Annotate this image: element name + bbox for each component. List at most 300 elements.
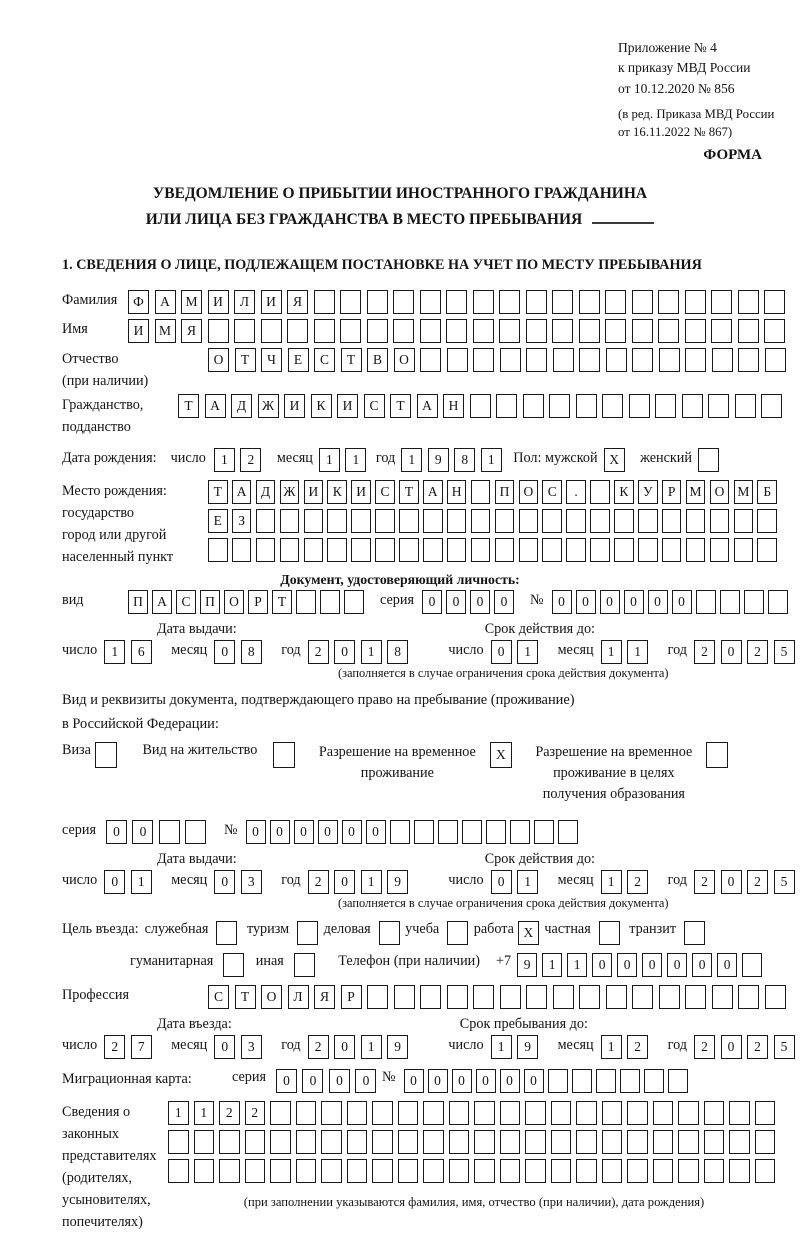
birth-day-cells-cell[interactable]: 1: [214, 448, 235, 472]
birth-place-line3-cells-cell[interactable]: [399, 538, 419, 562]
stay-day-cells-cell[interactable]: 1: [491, 1035, 512, 1059]
res-number-cells-cell[interactable]: 0: [366, 820, 386, 844]
profession-cells-cell[interactable]: [659, 985, 680, 1009]
profession-cells-cell[interactable]: [712, 985, 733, 1009]
citizenship-cells-cell[interactable]: [708, 394, 729, 418]
legal-rep-line2-cells-cell[interactable]: [729, 1130, 750, 1154]
id-number-cells-cell[interactable]: 0: [648, 590, 668, 614]
profession-cells-cell[interactable]: [685, 985, 706, 1009]
surname-cells-cell[interactable]: И: [261, 290, 282, 314]
given-name-cells-cell[interactable]: [579, 319, 600, 343]
id-valid-year-cells-cell[interactable]: 2: [747, 640, 768, 664]
legal-rep-line1-cells-cell[interactable]: [627, 1101, 648, 1125]
patronymic-cells-cell[interactable]: [420, 348, 441, 372]
patronymic-cells-cell[interactable]: В: [367, 348, 388, 372]
birth-place-line2-cells-cell[interactable]: [686, 509, 706, 533]
res-valid-year-cells-cell[interactable]: 2: [747, 870, 768, 894]
phone-cells-cell[interactable]: 0: [692, 953, 712, 977]
profession-cells-cell[interactable]: [500, 985, 521, 1009]
surname-cells-cell[interactable]: [420, 290, 441, 314]
id-number-cells-cell[interactable]: 0: [552, 590, 572, 614]
citizenship-cells-cell[interactable]: [655, 394, 676, 418]
birth-place-line1-cells-cell[interactable]: К: [614, 480, 634, 504]
patronymic-cells-cell[interactable]: [553, 348, 574, 372]
patronymic-cells-cell[interactable]: Т: [341, 348, 362, 372]
stay-day-cells-cell[interactable]: 9: [517, 1035, 538, 1059]
patronymic-cells-cell[interactable]: О: [208, 348, 229, 372]
visa-checkbox-cell[interactable]: [95, 742, 117, 768]
legal-rep-line3-cells-cell[interactable]: [678, 1159, 699, 1183]
id-number-cells-cell[interactable]: 0: [672, 590, 692, 614]
citizenship-cells-cell[interactable]: [602, 394, 623, 418]
birth-place-line2-cells-cell[interactable]: [304, 509, 324, 533]
patronymic-cells-cell[interactable]: О: [394, 348, 415, 372]
given-name-cells-cell[interactable]: [711, 319, 732, 343]
phone-cells-cell[interactable]: 1: [542, 953, 562, 977]
id-valid-day-cells-cell[interactable]: 0: [491, 640, 512, 664]
entry-year-cells-cell[interactable]: 0: [334, 1035, 355, 1059]
res-series-cells-cell[interactable]: 0: [106, 820, 127, 844]
birth-place-line2-cells-cell[interactable]: [710, 509, 730, 533]
entry-year-cells-cell[interactable]: 9: [387, 1035, 408, 1059]
birth-month-cells-cell[interactable]: 1: [319, 448, 340, 472]
profession-cells-cell[interactable]: [473, 985, 494, 1009]
citizenship-cells-cell[interactable]: Т: [178, 394, 199, 418]
patronymic-cells-cell[interactable]: [500, 348, 521, 372]
id-number-cells-cell[interactable]: [744, 590, 764, 614]
birth-place-line3-cells-cell[interactable]: [734, 538, 754, 562]
patronymic-cells-cell[interactable]: [712, 348, 733, 372]
id-valid-month-cells-cell[interactable]: 1: [601, 640, 622, 664]
birth-place-line2-cells-cell[interactable]: З: [232, 509, 252, 533]
doc-type-cells-cell[interactable]: [344, 590, 364, 614]
citizenship-cells-cell[interactable]: Ж: [258, 394, 279, 418]
profession-cells-cell[interactable]: Л: [288, 985, 309, 1009]
legal-rep-line2-cells-cell[interactable]: [627, 1130, 648, 1154]
surname-cells-cell[interactable]: Ф: [128, 290, 149, 314]
legal-rep-line1-cells-cell[interactable]: 1: [194, 1101, 215, 1125]
legal-rep-line1-cells-cell[interactable]: [525, 1101, 546, 1125]
given-name-cells-cell[interactable]: [234, 319, 255, 343]
legal-rep-line1-cells-cell[interactable]: [270, 1101, 291, 1125]
res-number-cells-cell[interactable]: [414, 820, 434, 844]
birth-place-line2-cells-cell[interactable]: [447, 509, 467, 533]
given-name-cells-cell[interactable]: [526, 319, 547, 343]
legal-rep-line3-cells-cell[interactable]: [704, 1159, 725, 1183]
profession-cells-cell[interactable]: [632, 985, 653, 1009]
given-name-cells-cell[interactable]: [314, 319, 335, 343]
migr-number-cells-cell[interactable]: 0: [452, 1069, 472, 1093]
patronymic-cells-cell[interactable]: [738, 348, 759, 372]
citizenship-cells-cell[interactable]: Д: [231, 394, 252, 418]
given-name-cells-cell[interactable]: [261, 319, 282, 343]
surname-cells-cell[interactable]: [473, 290, 494, 314]
birth-place-line3-cells-cell[interactable]: [208, 538, 228, 562]
legal-rep-line2-cells-cell[interactable]: [321, 1130, 342, 1154]
citizenship-cells-cell[interactable]: С: [364, 394, 385, 418]
profession-cells-cell[interactable]: О: [261, 985, 282, 1009]
given-name-cells-cell[interactable]: [605, 319, 626, 343]
profession-cells-cell[interactable]: [579, 985, 600, 1009]
legal-rep-line3-cells-cell[interactable]: [551, 1159, 572, 1183]
surname-cells-cell[interactable]: [632, 290, 653, 314]
given-name-cells-cell[interactable]: [208, 319, 229, 343]
res-issue-year-cells-cell[interactable]: 9: [387, 870, 408, 894]
purpose-tourism-checkbox-cell[interactable]: [297, 921, 318, 945]
res-number-cells-cell[interactable]: [510, 820, 530, 844]
phone-cells-cell[interactable]: 0: [617, 953, 637, 977]
birth-place-line3-cells-cell[interactable]: [447, 538, 467, 562]
given-name-cells-cell[interactable]: М: [155, 319, 176, 343]
res-series-cells-cell[interactable]: [185, 820, 206, 844]
citizenship-cells-cell[interactable]: [761, 394, 782, 418]
entry-month-cells-cell[interactable]: 0: [214, 1035, 235, 1059]
birth-place-line1-cells-cell[interactable]: [590, 480, 610, 504]
legal-rep-line2-cells-cell[interactable]: [372, 1130, 393, 1154]
legal-rep-line1-cells-cell[interactable]: [296, 1101, 317, 1125]
birth-year-cells-cell[interactable]: 8: [454, 448, 475, 472]
surname-cells-cell[interactable]: Л: [234, 290, 255, 314]
legal-rep-line1-cells-cell[interactable]: 1: [168, 1101, 189, 1125]
stay-month-cells-cell[interactable]: 2: [627, 1035, 648, 1059]
birth-place-line1-cells-cell[interactable]: Ж: [280, 480, 300, 504]
patronymic-cells-cell[interactable]: С: [314, 348, 335, 372]
legal-rep-line3-cells-cell[interactable]: [270, 1159, 291, 1183]
given-name-cells-cell[interactable]: [685, 319, 706, 343]
legal-rep-line3-cells-cell[interactable]: [219, 1159, 240, 1183]
surname-cells-cell[interactable]: Я: [287, 290, 308, 314]
phone-cells-cell[interactable]: 0: [642, 953, 662, 977]
given-name-cells-cell[interactable]: [420, 319, 441, 343]
birth-day-cells-cell[interactable]: 2: [240, 448, 261, 472]
birth-place-line3-cells-cell[interactable]: [375, 538, 395, 562]
migr-number-cells-cell[interactable]: [548, 1069, 568, 1093]
profession-cells-cell[interactable]: [420, 985, 441, 1009]
migr-number-cells-cell[interactable]: [644, 1069, 664, 1093]
profession-cells-cell[interactable]: [606, 985, 627, 1009]
birth-place-line2-cells-cell[interactable]: [327, 509, 347, 533]
legal-rep-line2-cells-cell[interactable]: [525, 1130, 546, 1154]
birth-place-line2-cells-cell[interactable]: [662, 509, 682, 533]
citizenship-cells-cell[interactable]: И: [337, 394, 358, 418]
birth-place-line1-cells-cell[interactable]: Д: [256, 480, 276, 504]
res-valid-day-cells-cell[interactable]: 0: [491, 870, 512, 894]
id-issue-year-cells-cell[interactable]: 2: [308, 640, 329, 664]
surname-cells-cell[interactable]: [711, 290, 732, 314]
legal-rep-line3-cells-cell[interactable]: [372, 1159, 393, 1183]
doc-type-cells-cell[interactable]: Т: [272, 590, 292, 614]
doc-type-cells-cell[interactable]: Р: [248, 590, 268, 614]
profession-cells-cell[interactable]: [553, 985, 574, 1009]
id-valid-year-cells-cell[interactable]: 5: [774, 640, 795, 664]
birth-place-line1-cells-cell[interactable]: У: [638, 480, 658, 504]
legal-rep-line1-cells-cell[interactable]: [500, 1101, 521, 1125]
res-issue-day-cells-cell[interactable]: 0: [104, 870, 125, 894]
legal-rep-line2-cells-cell[interactable]: [678, 1130, 699, 1154]
birth-place-line2-cells-cell[interactable]: [280, 509, 300, 533]
given-name-cells-cell[interactable]: И: [128, 319, 149, 343]
birth-place-line2-cells-cell[interactable]: [614, 509, 634, 533]
surname-cells-cell[interactable]: [367, 290, 388, 314]
citizenship-cells-cell[interactable]: К: [311, 394, 332, 418]
res-valid-month-cells-cell[interactable]: 1: [601, 870, 622, 894]
birth-place-line3-cells-cell[interactable]: [471, 538, 491, 562]
birth-place-line3-cells-cell[interactable]: [519, 538, 539, 562]
birth-place-line1-cells-cell[interactable]: А: [232, 480, 252, 504]
res-series-cells-cell[interactable]: [159, 820, 180, 844]
legal-rep-line2-cells-cell[interactable]: [576, 1130, 597, 1154]
given-name-cells-cell[interactable]: [367, 319, 388, 343]
given-name-cells-cell[interactable]: [446, 319, 467, 343]
surname-cells-cell[interactable]: [738, 290, 759, 314]
birth-year-cells-cell[interactable]: 1: [481, 448, 502, 472]
surname-cells-cell[interactable]: А: [155, 290, 176, 314]
phone-cells-cell[interactable]: 0: [717, 953, 737, 977]
phone-cells-cell[interactable]: 1: [567, 953, 587, 977]
patronymic-cells-cell[interactable]: [632, 348, 653, 372]
legal-rep-line3-cells-cell[interactable]: [398, 1159, 419, 1183]
res-number-cells-cell[interactable]: 0: [270, 820, 290, 844]
legal-rep-line3-cells-cell[interactable]: [500, 1159, 521, 1183]
birth-place-line1-cells-cell[interactable]: О: [710, 480, 730, 504]
birth-place-line3-cells-cell[interactable]: [280, 538, 300, 562]
birth-place-line2-cells-cell[interactable]: [519, 509, 539, 533]
purpose-work-checkbox-cell[interactable]: X: [518, 921, 539, 945]
id-series-cells-cell[interactable]: 0: [446, 590, 466, 614]
given-name-cells-cell[interactable]: Я: [181, 319, 202, 343]
legal-rep-line2-cells-cell[interactable]: [270, 1130, 291, 1154]
id-valid-year-cells-cell[interactable]: 2: [694, 640, 715, 664]
birth-place-line3-cells-cell[interactable]: [304, 538, 324, 562]
id-series-cells-cell[interactable]: 0: [470, 590, 490, 614]
entry-year-cells-cell[interactable]: 1: [361, 1035, 382, 1059]
birth-place-line2-cells-cell[interactable]: [351, 509, 371, 533]
given-name-cells-cell[interactable]: [552, 319, 573, 343]
birth-place-line1-cells-cell[interactable]: С: [375, 480, 395, 504]
birth-place-line2-cells-cell[interactable]: [375, 509, 395, 533]
birth-place-line3-cells-cell[interactable]: [710, 538, 730, 562]
birth-place-line3-cells-cell[interactable]: [351, 538, 371, 562]
legal-rep-line3-cells-cell[interactable]: [321, 1159, 342, 1183]
legal-rep-line2-cells-cell[interactable]: [602, 1130, 623, 1154]
res-issue-year-cells-cell[interactable]: 1: [361, 870, 382, 894]
stay-month-cells-cell[interactable]: 1: [601, 1035, 622, 1059]
profession-cells-cell[interactable]: [526, 985, 547, 1009]
legal-rep-line2-cells-cell[interactable]: [474, 1130, 495, 1154]
patronymic-cells-cell[interactable]: [606, 348, 627, 372]
birth-place-line1-cells-cell[interactable]: А: [423, 480, 443, 504]
id-number-cells-cell[interactable]: 0: [576, 590, 596, 614]
id-issue-day-cells-cell[interactable]: 1: [104, 640, 125, 664]
legal-rep-line1-cells-cell[interactable]: [602, 1101, 623, 1125]
id-valid-year-cells-cell[interactable]: 0: [721, 640, 742, 664]
res-number-cells-cell[interactable]: [558, 820, 578, 844]
patronymic-cells-cell[interactable]: [685, 348, 706, 372]
res-number-cells-cell[interactable]: [462, 820, 482, 844]
birth-place-line1-cells-cell[interactable]: К: [327, 480, 347, 504]
purpose-private-checkbox-cell[interactable]: [599, 921, 620, 945]
legal-rep-line3-cells-cell[interactable]: [449, 1159, 470, 1183]
birth-month-cells-cell[interactable]: 1: [345, 448, 366, 472]
surname-cells-cell[interactable]: [685, 290, 706, 314]
birth-place-line2-cells-cell[interactable]: [757, 509, 777, 533]
birth-place-line3-cells-cell[interactable]: [542, 538, 562, 562]
id-issue-year-cells-cell[interactable]: 0: [334, 640, 355, 664]
id-valid-month-cells-cell[interactable]: 1: [627, 640, 648, 664]
legal-rep-line1-cells-cell[interactable]: [678, 1101, 699, 1125]
legal-rep-line2-cells-cell[interactable]: [449, 1130, 470, 1154]
id-number-cells-cell[interactable]: [720, 590, 740, 614]
purpose-humanitarian-checkbox-cell[interactable]: [223, 953, 244, 977]
birth-place-line3-cells-cell[interactable]: [256, 538, 276, 562]
surname-cells-cell[interactable]: [764, 290, 785, 314]
given-name-cells-cell[interactable]: [632, 319, 653, 343]
citizenship-cells-cell[interactable]: Н: [443, 394, 464, 418]
legal-rep-line3-cells-cell[interactable]: [627, 1159, 648, 1183]
id-number-cells-cell[interactable]: 0: [600, 590, 620, 614]
res-number-cells-cell[interactable]: [438, 820, 458, 844]
migr-number-cells-cell[interactable]: 0: [500, 1069, 520, 1093]
migr-number-cells-cell[interactable]: 0: [476, 1069, 496, 1093]
legal-rep-line1-cells-cell[interactable]: [704, 1101, 725, 1125]
birth-year-cells-cell[interactable]: 1: [401, 448, 422, 472]
migr-number-cells-cell[interactable]: 0: [428, 1069, 448, 1093]
citizenship-cells-cell[interactable]: [549, 394, 570, 418]
stay-year-cells-cell[interactable]: 2: [747, 1035, 768, 1059]
id-issue-year-cells-cell[interactable]: 1: [361, 640, 382, 664]
legal-rep-line1-cells-cell[interactable]: [449, 1101, 470, 1125]
sex-female-checkbox-cell[interactable]: [698, 448, 719, 472]
legal-rep-line3-cells-cell[interactable]: [168, 1159, 189, 1183]
res-issue-year-cells-cell[interactable]: 0: [334, 870, 355, 894]
citizenship-cells-cell[interactable]: [682, 394, 703, 418]
birth-place-line1-cells-cell[interactable]: И: [304, 480, 324, 504]
birth-place-line2-cells-cell[interactable]: [590, 509, 610, 533]
migr-number-cells-cell[interactable]: [668, 1069, 688, 1093]
phone-cells-cell[interactable]: 0: [667, 953, 687, 977]
legal-rep-line3-cells-cell[interactable]: [755, 1159, 776, 1183]
legal-rep-line3-cells-cell[interactable]: [653, 1159, 674, 1183]
id-number-cells-cell[interactable]: 0: [624, 590, 644, 614]
legal-rep-line2-cells-cell[interactable]: [245, 1130, 266, 1154]
birth-place-line3-cells-cell[interactable]: [662, 538, 682, 562]
res-valid-year-cells-cell[interactable]: 5: [774, 870, 795, 894]
citizenship-cells-cell[interactable]: А: [417, 394, 438, 418]
surname-cells-cell[interactable]: М: [181, 290, 202, 314]
migr-series-cells-cell[interactable]: 0: [276, 1069, 297, 1093]
legal-rep-line2-cells-cell[interactable]: [219, 1130, 240, 1154]
legal-rep-line1-cells-cell[interactable]: 2: [245, 1101, 266, 1125]
patronymic-cells-cell[interactable]: Ч: [261, 348, 282, 372]
citizenship-cells-cell[interactable]: [629, 394, 650, 418]
legal-rep-line1-cells-cell[interactable]: [551, 1101, 572, 1125]
surname-cells-cell[interactable]: [526, 290, 547, 314]
entry-day-cells-cell[interactable]: 7: [131, 1035, 152, 1059]
id-issue-day-cells-cell[interactable]: 6: [131, 640, 152, 664]
res-number-cells-cell[interactable]: 0: [294, 820, 314, 844]
birth-place-line3-cells-cell[interactable]: [232, 538, 252, 562]
citizenship-cells-cell[interactable]: [523, 394, 544, 418]
profession-cells-cell[interactable]: Т: [235, 985, 256, 1009]
legal-rep-line1-cells-cell[interactable]: [729, 1101, 750, 1125]
birth-place-line1-cells-cell[interactable]: О: [519, 480, 539, 504]
res-valid-month-cells-cell[interactable]: 2: [627, 870, 648, 894]
temp-residence-checkbox-cell[interactable]: X: [490, 742, 512, 768]
id-number-cells-cell[interactable]: [696, 590, 716, 614]
citizenship-cells-cell[interactable]: А: [205, 394, 226, 418]
citizenship-cells-cell[interactable]: Т: [390, 394, 411, 418]
birth-place-line1-cells-cell[interactable]: М: [734, 480, 754, 504]
citizenship-cells-cell[interactable]: [496, 394, 517, 418]
birth-place-line3-cells-cell[interactable]: [638, 538, 658, 562]
purpose-transit-checkbox-cell[interactable]: [684, 921, 705, 945]
citizenship-cells-cell[interactable]: [735, 394, 756, 418]
surname-cells-cell[interactable]: [499, 290, 520, 314]
legal-rep-line3-cells-cell[interactable]: [296, 1159, 317, 1183]
birth-place-line1-cells-cell[interactable]: .: [566, 480, 586, 504]
given-name-cells-cell[interactable]: [499, 319, 520, 343]
birth-place-line1-cells-cell[interactable]: П: [495, 480, 515, 504]
patronymic-cells-cell[interactable]: [526, 348, 547, 372]
birth-place-line2-cells-cell[interactable]: Е: [208, 509, 228, 533]
res-number-cells-cell[interactable]: 0: [246, 820, 266, 844]
res-series-cells-cell[interactable]: 0: [132, 820, 153, 844]
legal-rep-line3-cells-cell[interactable]: [474, 1159, 495, 1183]
patronymic-cells-cell[interactable]: [765, 348, 786, 372]
birth-place-line1-cells-cell[interactable]: Н: [447, 480, 467, 504]
legal-rep-line1-cells-cell[interactable]: [372, 1101, 393, 1125]
patronymic-cells-cell[interactable]: [579, 348, 600, 372]
legal-rep-line2-cells-cell[interactable]: [296, 1130, 317, 1154]
profession-cells-cell[interactable]: Р: [341, 985, 362, 1009]
legal-rep-line1-cells-cell[interactable]: [398, 1101, 419, 1125]
birth-place-line2-cells-cell[interactable]: [471, 509, 491, 533]
birth-place-line2-cells-cell[interactable]: [542, 509, 562, 533]
legal-rep-line3-cells-cell[interactable]: [245, 1159, 266, 1183]
doc-type-cells-cell[interactable]: О: [224, 590, 244, 614]
birth-place-line2-cells-cell[interactable]: [256, 509, 276, 533]
profession-cells-cell[interactable]: Я: [314, 985, 335, 1009]
doc-type-cells-cell[interactable]: П: [128, 590, 148, 614]
patronymic-cells-cell[interactable]: Е: [288, 348, 309, 372]
id-number-cells-cell[interactable]: [768, 590, 788, 614]
migr-series-cells-cell[interactable]: 0: [355, 1069, 376, 1093]
migr-number-cells-cell[interactable]: [572, 1069, 592, 1093]
legal-rep-line1-cells-cell[interactable]: [321, 1101, 342, 1125]
migr-number-cells-cell[interactable]: [620, 1069, 640, 1093]
birth-place-line2-cells-cell[interactable]: [734, 509, 754, 533]
res-number-cells-cell[interactable]: 0: [318, 820, 338, 844]
legal-rep-line2-cells-cell[interactable]: [653, 1130, 674, 1154]
legal-rep-line3-cells-cell[interactable]: [194, 1159, 215, 1183]
legal-rep-line2-cells-cell[interactable]: [168, 1130, 189, 1154]
birth-place-line1-cells-cell[interactable]: [471, 480, 491, 504]
patronymic-cells-cell[interactable]: [659, 348, 680, 372]
res-issue-month-cells-cell[interactable]: 3: [241, 870, 262, 894]
phone-cells-cell[interactable]: [742, 953, 762, 977]
purpose-study-checkbox-cell[interactable]: [447, 921, 468, 945]
legal-rep-line1-cells-cell[interactable]: [755, 1101, 776, 1125]
migr-series-cells-cell[interactable]: 0: [302, 1069, 323, 1093]
profession-cells-cell[interactable]: [394, 985, 415, 1009]
surname-cells-cell[interactable]: [658, 290, 679, 314]
given-name-cells-cell[interactable]: [658, 319, 679, 343]
legal-rep-line1-cells-cell[interactable]: 2: [219, 1101, 240, 1125]
migr-number-cells-cell[interactable]: [596, 1069, 616, 1093]
res-issue-year-cells-cell[interactable]: 2: [308, 870, 329, 894]
legal-rep-line2-cells-cell[interactable]: [347, 1130, 368, 1154]
legal-rep-line1-cells-cell[interactable]: [653, 1101, 674, 1125]
